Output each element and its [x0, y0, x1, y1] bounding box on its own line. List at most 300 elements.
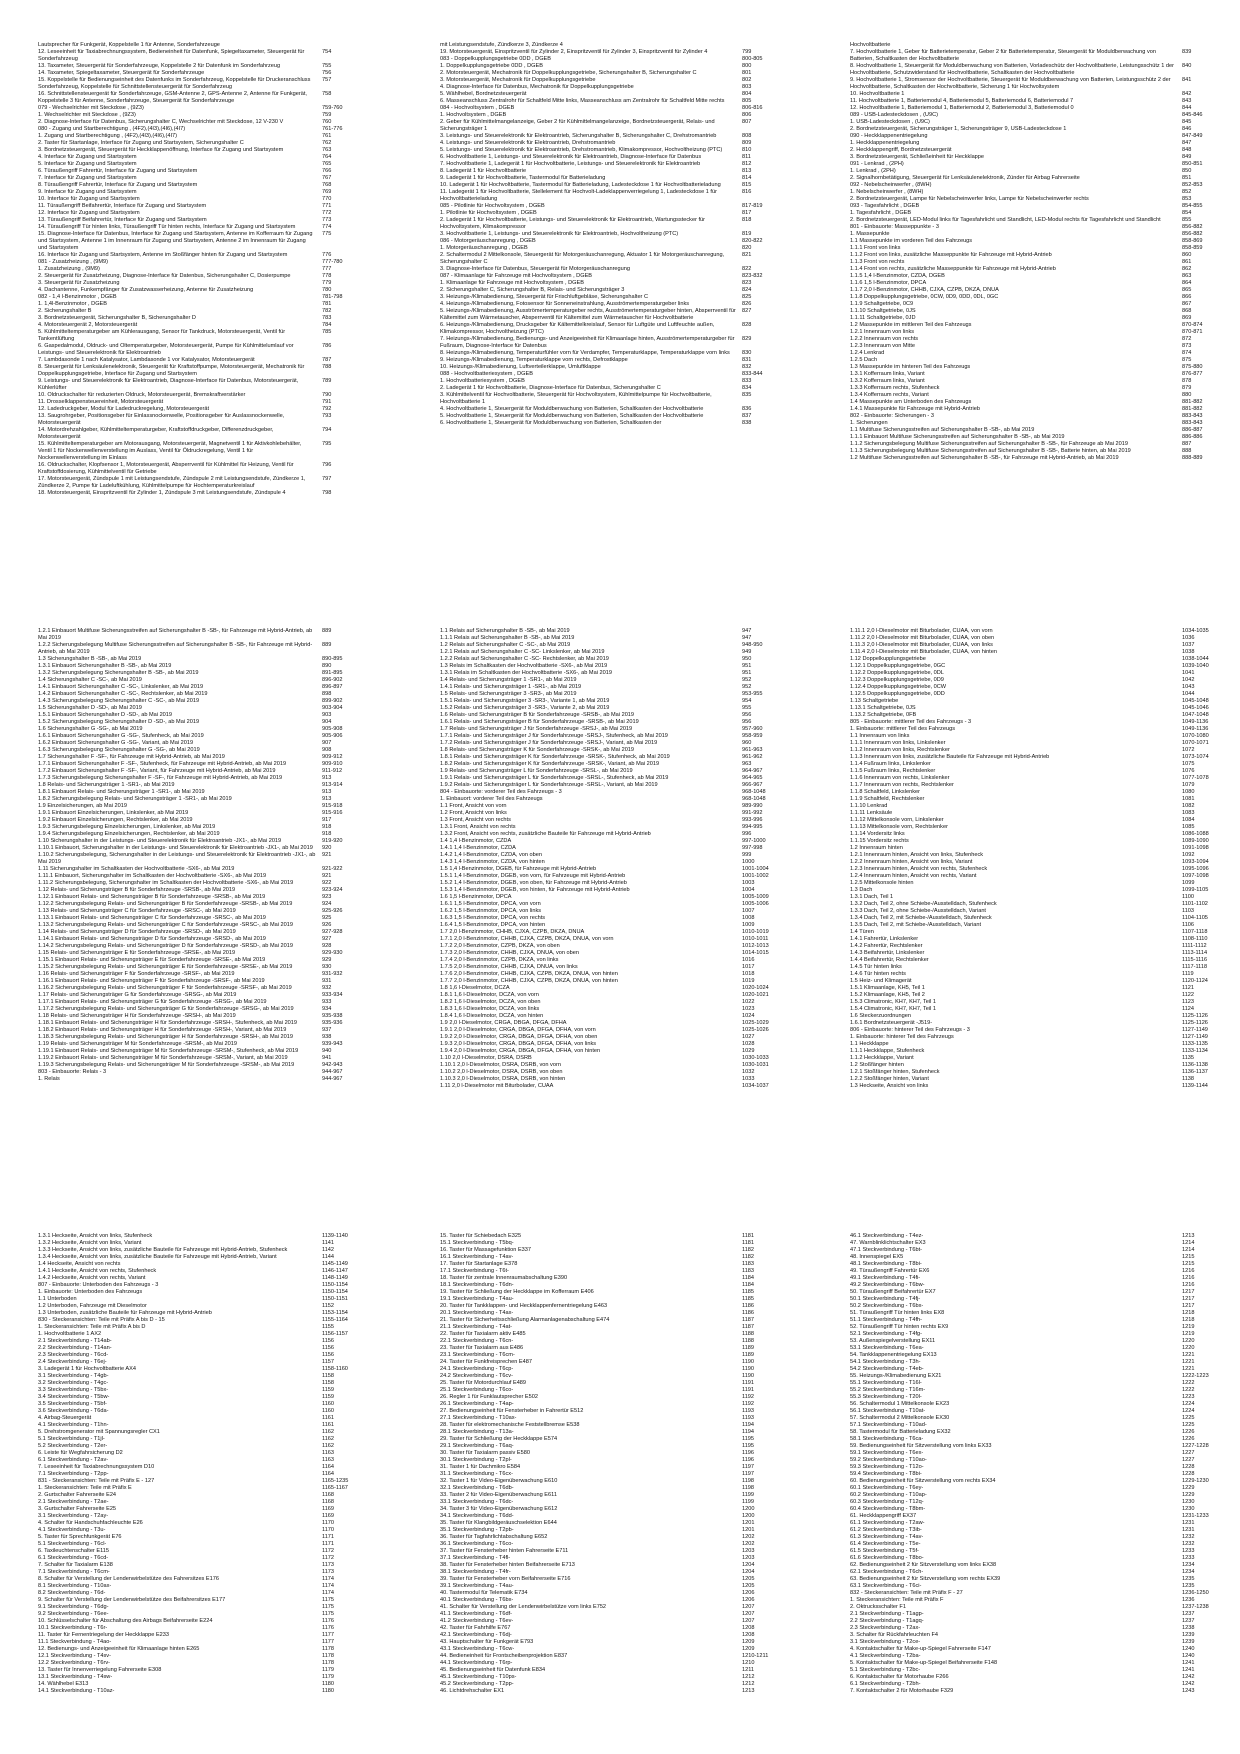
index-entry[interactable] — [850, 364, 1210, 371]
index-entry[interactable] — [850, 1506, 1210, 1513]
index-entry[interactable] — [440, 1233, 770, 1240]
index-entry[interactable] — [440, 1041, 770, 1048]
index-entry[interactable] — [850, 77, 1210, 91]
index-entry[interactable] — [850, 943, 1210, 950]
index-entry[interactable] — [440, 91, 770, 98]
index-entry[interactable] — [440, 1653, 770, 1660]
index-entry[interactable] — [440, 1394, 770, 1401]
index-entry[interactable] — [38, 406, 350, 413]
index-entry[interactable] — [850, 929, 1210, 936]
index-entry[interactable] — [440, 203, 770, 210]
index-entry[interactable] — [38, 490, 350, 497]
index-entry[interactable] — [38, 1457, 350, 1464]
index-entry[interactable] — [440, 1520, 770, 1527]
index-entry[interactable] — [38, 670, 350, 677]
index-entry[interactable] — [850, 915, 1210, 922]
index-entry[interactable] — [38, 1422, 350, 1429]
index-entry[interactable] — [850, 336, 1210, 343]
index-entry[interactable] — [440, 1632, 770, 1639]
index-entry[interactable] — [850, 1359, 1210, 1366]
index-entry[interactable] — [850, 378, 1210, 385]
index-entry[interactable] — [850, 1048, 1210, 1055]
index-entry[interactable] — [850, 1576, 1210, 1583]
index-entry[interactable] — [38, 91, 350, 105]
index-entry[interactable] — [850, 1076, 1210, 1083]
index-entry[interactable] — [38, 126, 350, 133]
index-entry[interactable] — [440, 1268, 770, 1275]
index-entry[interactable] — [440, 677, 770, 684]
index-entry[interactable] — [850, 656, 1210, 663]
index-entry[interactable] — [440, 1471, 770, 1478]
index-entry[interactable] — [38, 719, 350, 726]
index-entry[interactable] — [440, 831, 770, 838]
index-entry[interactable] — [850, 873, 1210, 880]
index-entry[interactable] — [440, 1436, 770, 1443]
index-entry[interactable] — [38, 1576, 350, 1583]
index-entry[interactable] — [440, 1338, 770, 1345]
index-entry[interactable] — [38, 1310, 350, 1317]
index-entry[interactable] — [850, 1660, 1210, 1667]
index-entry[interactable] — [440, 280, 770, 287]
index-entry[interactable] — [440, 1604, 770, 1611]
index-entry[interactable] — [850, 1443, 1210, 1450]
index-entry[interactable] — [440, 824, 770, 831]
index-entry[interactable] — [850, 901, 1210, 908]
index-entry[interactable] — [38, 1590, 350, 1597]
index-entry[interactable] — [440, 838, 770, 845]
index-entry[interactable] — [850, 1499, 1210, 1506]
index-entry[interactable] — [850, 1261, 1210, 1268]
index-entry[interactable] — [38, 427, 350, 441]
index-entry[interactable] — [38, 1076, 350, 1083]
index-entry[interactable] — [38, 1020, 350, 1027]
index-entry[interactable] — [440, 1625, 770, 1632]
index-entry[interactable] — [440, 182, 770, 189]
index-entry[interactable] — [850, 747, 1210, 754]
index-entry[interactable] — [38, 1027, 350, 1034]
index-entry[interactable] — [850, 880, 1210, 887]
index-entry[interactable] — [440, 992, 770, 999]
index-entry[interactable] — [440, 719, 770, 726]
index-entry[interactable] — [850, 992, 1210, 999]
index-entry[interactable] — [38, 1667, 350, 1674]
index-entry[interactable] — [440, 1069, 770, 1076]
index-entry[interactable] — [850, 350, 1210, 357]
index-entry[interactable] — [38, 119, 350, 126]
index-entry[interactable] — [850, 684, 1210, 691]
index-entry[interactable] — [440, 1576, 770, 1583]
index-entry[interactable] — [440, 245, 770, 252]
index-entry[interactable] — [440, 287, 770, 294]
index-entry[interactable] — [38, 1555, 350, 1562]
index-entry[interactable] — [38, 971, 350, 978]
index-entry[interactable] — [440, 635, 770, 642]
index-entry[interactable] — [38, 1380, 350, 1387]
index-entry[interactable] — [850, 1415, 1210, 1422]
index-entry[interactable] — [38, 1618, 350, 1625]
index-entry[interactable] — [850, 677, 1210, 684]
index-entry[interactable] — [850, 245, 1210, 252]
index-entry[interactable] — [440, 231, 770, 238]
index-entry[interactable] — [440, 1048, 770, 1055]
index-entry[interactable] — [850, 1590, 1210, 1597]
index-entry[interactable] — [850, 98, 1210, 105]
index-entry[interactable] — [850, 259, 1210, 266]
index-entry[interactable] — [440, 1485, 770, 1492]
index-entry[interactable] — [38, 880, 350, 887]
index-entry[interactable] — [850, 322, 1210, 329]
index-entry[interactable] — [38, 1282, 350, 1289]
index-entry[interactable] — [38, 628, 350, 642]
index-entry[interactable] — [440, 1681, 770, 1688]
index-entry[interactable] — [440, 1317, 770, 1324]
index-entry[interactable] — [850, 406, 1210, 413]
index-entry[interactable] — [850, 126, 1210, 133]
index-entry[interactable] — [440, 943, 770, 950]
index-entry[interactable] — [38, 1041, 350, 1048]
index-entry[interactable] — [850, 1520, 1210, 1527]
index-entry[interactable] — [440, 420, 770, 427]
index-entry[interactable] — [850, 1394, 1210, 1401]
index-entry[interactable] — [850, 1345, 1210, 1352]
index-entry[interactable] — [38, 392, 350, 399]
index-entry[interactable] — [38, 1527, 350, 1534]
index-entry[interactable] — [38, 950, 350, 957]
index-entry[interactable] — [440, 217, 770, 231]
index-entry[interactable] — [440, 266, 770, 273]
index-entry[interactable] — [38, 656, 350, 663]
index-entry[interactable] — [440, 63, 770, 70]
index-entry[interactable] — [38, 985, 350, 992]
index-entry[interactable] — [850, 273, 1210, 280]
index-entry[interactable] — [440, 684, 770, 691]
index-entry[interactable] — [850, 999, 1210, 1006]
index-entry[interactable] — [38, 1408, 350, 1415]
index-entry[interactable] — [850, 824, 1210, 831]
index-entry[interactable] — [850, 761, 1210, 768]
index-entry[interactable] — [38, 1520, 350, 1527]
index-entry[interactable] — [38, 1660, 350, 1667]
index-entry[interactable] — [440, 1324, 770, 1331]
index-entry[interactable] — [850, 754, 1210, 761]
index-entry[interactable] — [38, 140, 350, 147]
index-entry[interactable] — [38, 838, 350, 845]
index-entry[interactable] — [440, 357, 770, 364]
index-entry[interactable] — [440, 56, 770, 63]
index-entry[interactable] — [38, 824, 350, 831]
index-entry[interactable] — [850, 978, 1210, 985]
index-entry[interactable] — [38, 999, 350, 1006]
index-entry[interactable] — [850, 642, 1210, 649]
index-entry[interactable] — [440, 649, 770, 656]
index-entry[interactable] — [440, 754, 770, 761]
index-entry[interactable] — [850, 1464, 1210, 1471]
index-entry[interactable] — [38, 1317, 350, 1324]
index-entry[interactable] — [440, 1611, 770, 1618]
index-entry[interactable] — [440, 1513, 770, 1520]
index-entry[interactable] — [38, 698, 350, 705]
index-entry[interactable] — [850, 105, 1210, 112]
index-entry[interactable] — [38, 231, 350, 252]
index-entry[interactable] — [850, 1681, 1210, 1688]
index-entry[interactable] — [440, 1055, 770, 1062]
index-entry[interactable] — [440, 1569, 770, 1576]
index-entry[interactable] — [440, 42, 770, 49]
index-entry[interactable] — [850, 908, 1210, 915]
index-entry[interactable] — [38, 1436, 350, 1443]
index-entry[interactable] — [850, 1625, 1210, 1632]
index-entry[interactable] — [38, 782, 350, 789]
index-entry[interactable] — [850, 203, 1210, 210]
index-entry[interactable] — [850, 887, 1210, 894]
index-entry[interactable] — [38, 726, 350, 733]
index-entry[interactable] — [440, 1618, 770, 1625]
index-entry[interactable] — [38, 1492, 350, 1499]
index-entry[interactable] — [850, 628, 1210, 635]
index-entry[interactable] — [850, 343, 1210, 350]
index-entry[interactable] — [440, 1583, 770, 1590]
index-entry[interactable] — [850, 1667, 1210, 1674]
index-entry[interactable] — [440, 70, 770, 77]
index-entry[interactable] — [850, 691, 1210, 698]
index-entry[interactable] — [38, 866, 350, 873]
index-entry[interactable] — [440, 119, 770, 133]
index-entry[interactable] — [440, 964, 770, 971]
index-entry[interactable] — [850, 1324, 1210, 1331]
index-entry[interactable] — [850, 1373, 1210, 1380]
index-entry[interactable] — [850, 1317, 1210, 1324]
index-entry[interactable] — [38, 915, 350, 922]
index-entry[interactable] — [850, 1548, 1210, 1555]
index-entry[interactable] — [850, 1310, 1210, 1317]
index-entry[interactable] — [38, 1625, 350, 1632]
index-entry[interactable] — [440, 1562, 770, 1569]
index-entry[interactable] — [38, 1450, 350, 1457]
index-entry[interactable] — [38, 1583, 350, 1590]
index-entry[interactable] — [850, 189, 1210, 196]
index-entry[interactable] — [38, 280, 350, 287]
index-entry[interactable] — [38, 1611, 350, 1618]
index-entry[interactable] — [850, 91, 1210, 98]
index-entry[interactable] — [440, 1429, 770, 1436]
index-entry[interactable] — [850, 1562, 1210, 1569]
index-entry[interactable] — [850, 1632, 1210, 1639]
index-entry[interactable] — [38, 42, 350, 49]
index-entry[interactable] — [38, 1674, 350, 1681]
index-entry[interactable] — [850, 964, 1210, 971]
index-entry[interactable] — [38, 1034, 350, 1041]
index-entry[interactable] — [38, 1013, 350, 1020]
index-entry[interactable] — [440, 1534, 770, 1541]
index-entry[interactable] — [38, 663, 350, 670]
index-entry[interactable] — [38, 1387, 350, 1394]
index-entry[interactable] — [38, 936, 350, 943]
index-entry[interactable] — [38, 1261, 350, 1268]
index-entry[interactable] — [38, 315, 350, 322]
index-entry[interactable] — [850, 1555, 1210, 1562]
index-entry[interactable] — [850, 1429, 1210, 1436]
index-entry[interactable] — [38, 441, 350, 462]
index-entry[interactable] — [38, 1048, 350, 1055]
index-entry[interactable] — [38, 1345, 350, 1352]
index-entry[interactable] — [850, 796, 1210, 803]
index-entry[interactable] — [38, 1247, 350, 1254]
index-entry[interactable] — [440, 663, 770, 670]
index-entry[interactable] — [38, 364, 350, 378]
index-entry[interactable] — [440, 1408, 770, 1415]
index-entry[interactable] — [38, 922, 350, 929]
index-entry[interactable] — [850, 308, 1210, 315]
index-entry[interactable] — [38, 1352, 350, 1359]
index-entry[interactable] — [440, 350, 770, 357]
index-entry[interactable] — [850, 740, 1210, 747]
index-entry[interactable] — [850, 1604, 1210, 1611]
index-entry[interactable] — [38, 1639, 350, 1646]
index-entry[interactable] — [850, 1275, 1210, 1282]
index-entry[interactable] — [38, 747, 350, 754]
index-entry[interactable] — [440, 628, 770, 635]
index-entry[interactable] — [440, 1359, 770, 1366]
index-entry[interactable] — [850, 371, 1210, 378]
index-entry[interactable] — [38, 203, 350, 210]
index-entry[interactable] — [38, 343, 350, 357]
index-entry[interactable] — [38, 196, 350, 203]
index-entry[interactable] — [38, 1275, 350, 1282]
index-entry[interactable] — [850, 733, 1210, 740]
index-entry[interactable] — [850, 663, 1210, 670]
index-entry[interactable] — [850, 392, 1210, 399]
index-entry[interactable] — [38, 929, 350, 936]
index-entry[interactable] — [38, 77, 350, 91]
index-entry[interactable] — [38, 259, 350, 266]
index-entry[interactable] — [440, 1310, 770, 1317]
index-entry[interactable] — [850, 1282, 1210, 1289]
index-entry[interactable] — [440, 852, 770, 859]
index-entry[interactable] — [440, 77, 770, 84]
index-entry[interactable] — [38, 712, 350, 719]
index-entry[interactable] — [38, 978, 350, 985]
index-entry[interactable] — [850, 357, 1210, 364]
index-entry[interactable] — [38, 1646, 350, 1653]
index-entry[interactable] — [440, 999, 770, 1006]
index-entry[interactable] — [440, 1639, 770, 1646]
index-entry[interactable] — [850, 63, 1210, 77]
index-entry[interactable] — [38, 224, 350, 231]
index-entry[interactable] — [440, 873, 770, 880]
index-entry[interactable] — [850, 810, 1210, 817]
index-entry[interactable] — [440, 98, 770, 105]
index-entry[interactable] — [440, 133, 770, 140]
index-entry[interactable] — [850, 434, 1210, 441]
index-entry[interactable] — [850, 1401, 1210, 1408]
index-entry[interactable] — [440, 985, 770, 992]
index-entry[interactable] — [850, 1618, 1210, 1625]
index-entry[interactable] — [850, 894, 1210, 901]
index-entry[interactable] — [850, 413, 1210, 420]
index-entry[interactable] — [440, 782, 770, 789]
index-entry[interactable] — [440, 1076, 770, 1083]
index-entry[interactable] — [440, 1660, 770, 1667]
index-entry[interactable] — [850, 817, 1210, 824]
index-entry[interactable] — [440, 140, 770, 147]
index-entry[interactable] — [38, 740, 350, 747]
index-entry[interactable] — [440, 656, 770, 663]
index-entry[interactable] — [850, 315, 1210, 322]
index-entry[interactable] — [440, 1548, 770, 1555]
index-entry[interactable] — [440, 796, 770, 803]
index-entry[interactable] — [440, 1499, 770, 1506]
index-entry[interactable] — [440, 1387, 770, 1394]
index-entry[interactable] — [38, 1569, 350, 1576]
index-entry[interactable] — [38, 705, 350, 712]
index-entry[interactable] — [38, 789, 350, 796]
index-entry[interactable] — [38, 1268, 350, 1275]
index-entry[interactable] — [850, 1611, 1210, 1618]
index-entry[interactable] — [440, 1457, 770, 1464]
index-entry[interactable] — [850, 936, 1210, 943]
index-entry[interactable] — [850, 329, 1210, 336]
index-entry[interactable] — [850, 252, 1210, 259]
index-entry[interactable] — [440, 691, 770, 698]
index-entry[interactable] — [850, 1062, 1210, 1069]
index-entry[interactable] — [38, 168, 350, 175]
index-entry[interactable] — [38, 775, 350, 782]
index-entry[interactable] — [440, 1464, 770, 1471]
index-entry[interactable] — [38, 1006, 350, 1013]
index-entry[interactable] — [38, 817, 350, 824]
index-entry[interactable] — [850, 1006, 1210, 1013]
index-entry[interactable] — [850, 448, 1210, 455]
index-entry[interactable] — [38, 1506, 350, 1513]
index-entry[interactable] — [850, 1331, 1210, 1338]
index-entry[interactable] — [440, 308, 770, 322]
index-entry[interactable] — [38, 754, 350, 761]
index-entry[interactable] — [38, 1324, 350, 1331]
index-entry[interactable] — [440, 971, 770, 978]
index-entry[interactable] — [38, 852, 350, 866]
index-entry[interactable] — [38, 803, 350, 810]
index-entry[interactable] — [38, 1562, 350, 1569]
index-entry[interactable] — [38, 63, 350, 70]
index-entry[interactable] — [440, 1674, 770, 1681]
index-entry[interactable] — [440, 1590, 770, 1597]
index-entry[interactable] — [440, 698, 770, 705]
index-entry[interactable] — [440, 378, 770, 385]
index-entry[interactable] — [440, 1527, 770, 1534]
index-entry[interactable] — [850, 175, 1210, 182]
index-entry[interactable] — [38, 964, 350, 971]
index-entry[interactable] — [850, 1471, 1210, 1478]
index-entry[interactable] — [440, 1415, 770, 1422]
index-entry[interactable] — [440, 908, 770, 915]
index-entry[interactable] — [850, 789, 1210, 796]
index-entry[interactable] — [850, 838, 1210, 845]
index-entry[interactable] — [440, 922, 770, 929]
index-entry[interactable] — [38, 1415, 350, 1422]
index-entry[interactable] — [440, 322, 770, 336]
index-entry[interactable] — [850, 455, 1210, 462]
index-entry[interactable] — [38, 1541, 350, 1548]
index-entry[interactable] — [38, 1331, 350, 1338]
index-entry[interactable] — [38, 1303, 350, 1310]
index-entry[interactable] — [850, 1569, 1210, 1576]
index-entry[interactable] — [440, 385, 770, 392]
index-entry[interactable] — [38, 1499, 350, 1506]
index-entry[interactable] — [440, 294, 770, 301]
index-entry[interactable] — [440, 238, 770, 245]
index-entry[interactable] — [440, 1062, 770, 1069]
index-entry[interactable] — [850, 182, 1210, 189]
